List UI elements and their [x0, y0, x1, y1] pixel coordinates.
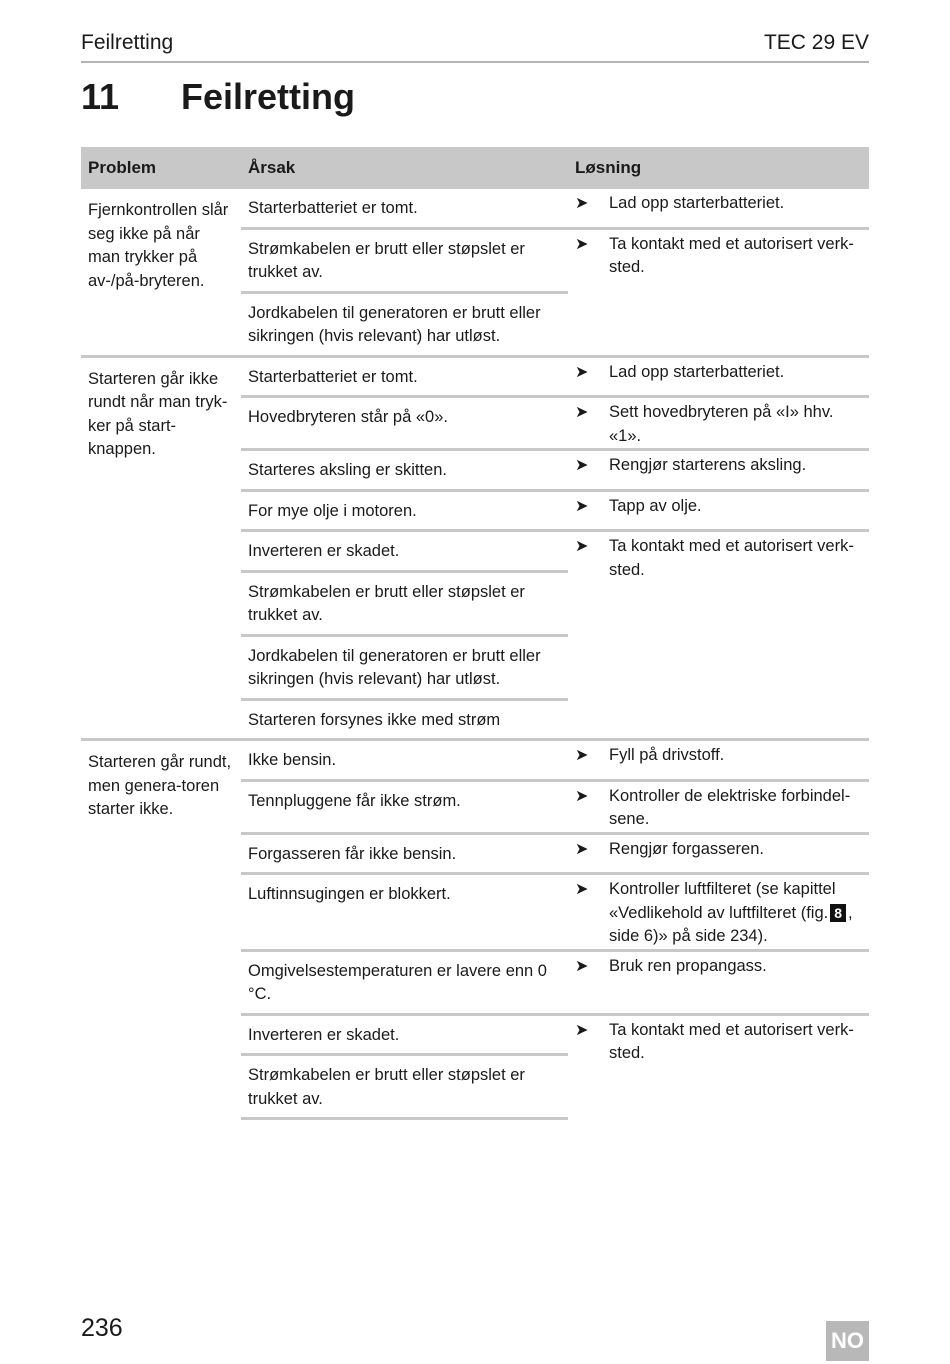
solution-cell: [568, 1014, 869, 1119]
solution-cell: [568, 490, 869, 531]
arrow-icon: ➤: [575, 404, 589, 421]
problem-cell: Starteren går ikke rundt når man tryk-ker på start-knappen.: [81, 356, 241, 740]
solution-text: Ta kontakt med et autorisert verk-sted.: [609, 1020, 854, 1062]
figure-reference-badge: 8: [830, 904, 846, 922]
solution-cell: [568, 531, 869, 740]
column-header-problem: Problem: [81, 147, 241, 189]
cause-cell: Starteres aksling er skitten.: [241, 450, 568, 491]
cause-cell: Luftinnsugingen er blokkert.: [241, 874, 568, 951]
solution-text: Bruk ren propangass.: [609, 956, 767, 975]
solution-text: [609, 878, 862, 949]
arrow-icon: ➤: [575, 363, 589, 381]
solution-cell: [568, 874, 869, 951]
solution-cell: [568, 780, 869, 833]
cause-cell: Omgivelsestemperaturen er lavere enn 0 °C.: [241, 950, 568, 1014]
language-badge: NO: [826, 1321, 869, 1361]
arrow-icon: ➤: [575, 235, 589, 253]
running-header-model: TEC 29 EV: [763, 31, 869, 54]
solution-text: Rengjør forgasseren.: [609, 839, 764, 858]
solution-cell: [568, 833, 869, 874]
cause-cell: Inverteren er skadet.: [241, 531, 568, 572]
cause-cell: Ikke bensin.: [241, 740, 568, 781]
arrow-icon: ➤: [575, 457, 589, 474]
solution-text: Fyll på drivstoff.: [609, 746, 725, 764]
solution-cell: [568, 397, 869, 450]
arrow-icon: ➤: [575, 747, 589, 764]
solution-text-part: , side 6)» på side 234).: [609, 903, 853, 945]
arrow-icon: ➤: [575, 840, 589, 858]
cause-cell: Starterbatteriet er tomt.: [248, 199, 418, 217]
solution-text: Rengjør starterens aksling.: [609, 456, 807, 474]
cause-cell: Strømkabelen er brutt eller støpslet er trukket av.: [241, 571, 568, 635]
arrow-icon: ➤: [575, 957, 589, 975]
cause-cell: Strømkabelen er brutt eller støpslet er trukket av.: [241, 1055, 568, 1119]
solution-cell: [568, 189, 869, 228]
solution-cell: [568, 740, 869, 781]
solution-text: Sett hovedbryteren på «I» hhv. «1».: [609, 403, 834, 445]
problem-cell: Fjernkontrollen slår seg ikke på når man trykker på av-/på-bryteren.: [88, 201, 229, 290]
solution-text: Ta kontakt med et autorisert verk-sted.: [609, 537, 854, 579]
cause-cell: Inverteren er skadet.: [241, 1014, 568, 1055]
table-header-row: [81, 147, 869, 189]
cause-cell: Tennpluggene får ikke strøm.: [241, 780, 568, 833]
solution-text: Lad opp starterbatteriet.: [609, 194, 785, 212]
solution-text-part: Kontroller luftfilteret (se kapittel «Vedlikehold av luftfilteret (fig.: [609, 880, 836, 922]
cause-cell: Starteren forsynes ikke med strøm: [241, 699, 568, 740]
troubleshooting-table: [81, 147, 869, 1120]
page-number: 236: [81, 1314, 123, 1342]
problem-cell: Starteren går rundt, men genera-toren starter ikke.: [81, 740, 241, 1119]
chapter-title: Feilretting: [181, 76, 356, 117]
solution-text: Ta kontakt med et autorisert verk-sted.: [609, 234, 854, 276]
running-header-section: Feilretting: [81, 31, 174, 54]
solution-text: Kontroller de elektriske forbindel-sene.: [609, 786, 851, 828]
header-divider: [81, 61, 869, 63]
solution-cell: [568, 950, 869, 1014]
cause-cell: Forgasseren får ikke bensin.: [241, 833, 568, 874]
column-header-solution: Løsning: [568, 147, 869, 189]
cause-cell: Strømkabelen er brutt eller støpslet er trukket av.: [241, 228, 568, 292]
solution-text: Tapp av olje.: [609, 496, 702, 515]
arrow-icon: ➤: [575, 881, 589, 898]
cause-cell: Hovedbryteren står på «0».: [241, 397, 568, 450]
cause-cell: Jordkabelen til generatoren er brutt eller sikringen (hvis relevant) har utløst.: [241, 635, 568, 699]
solution-cell: [568, 228, 869, 356]
arrow-icon: ➤: [575, 195, 589, 212]
arrow-icon: ➤: [575, 1021, 589, 1039]
arrow-icon: ➤: [575, 497, 589, 515]
arrow-icon: ➤: [575, 538, 589, 555]
table-row: [81, 356, 869, 397]
solution-text: Lad opp starterbatteriet.: [609, 362, 785, 381]
chapter-number: 11: [81, 76, 120, 117]
table-row: [81, 740, 869, 781]
solution-cell: [568, 356, 869, 397]
cause-cell: For mye olje i motoren.: [241, 490, 568, 531]
cause-cell: Starterbatteriet er tomt.: [241, 356, 568, 397]
column-header-cause: Årsak: [241, 147, 568, 189]
solution-cell: [568, 450, 869, 491]
arrow-icon: ➤: [575, 787, 589, 805]
table-row: [81, 189, 869, 228]
cause-cell: Jordkabelen til generatoren er brutt eller sikringen (hvis relevant) har utløst.: [241, 292, 568, 356]
